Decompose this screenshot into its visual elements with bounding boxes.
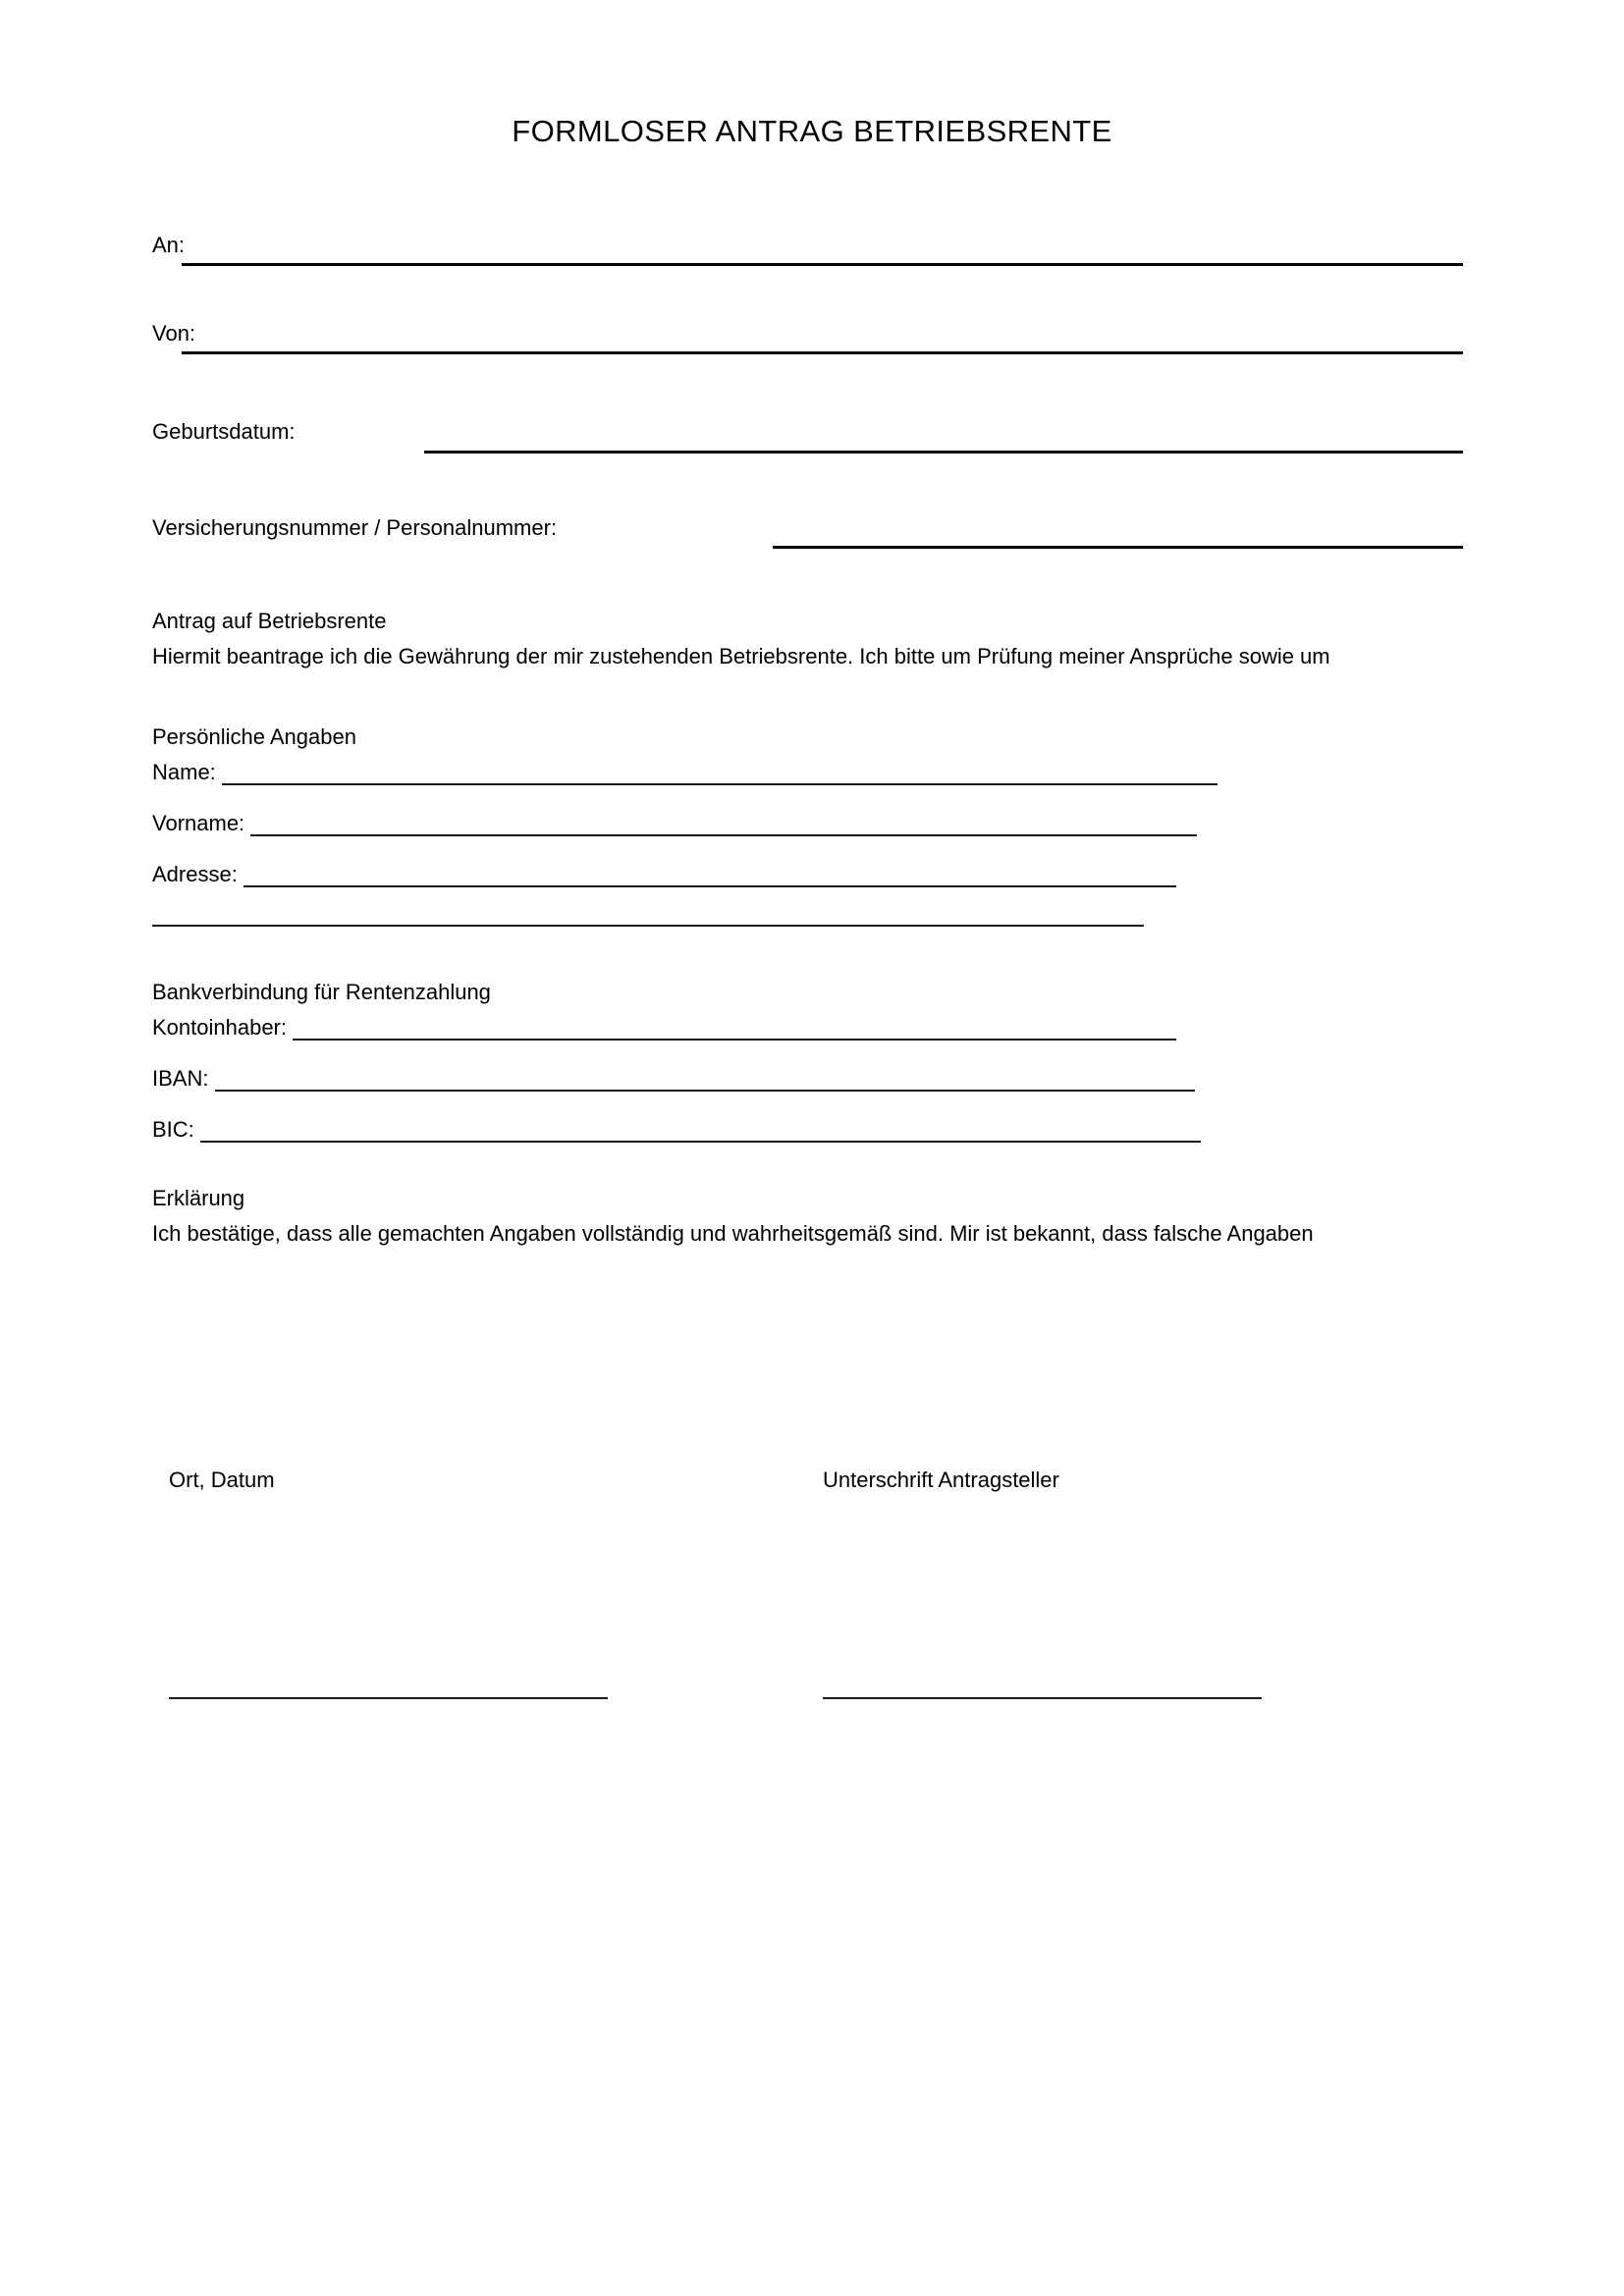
field-geburtsdatum-rule[interactable] — [424, 451, 1463, 454]
field-iban — [152, 1061, 1195, 1096]
field-kontoinhaber — [152, 1010, 1176, 1045]
page-title: FORMLOSER ANTRAG BETRIEBSRENTE — [512, 114, 1112, 148]
field-von — [152, 321, 195, 347]
field-vorname-fill[interactable] — [250, 834, 1197, 836]
place-date-caption: Ort, Datum — [169, 1468, 275, 1492]
field-geburtsdatum — [152, 419, 296, 445]
field-adresse-fill[interactable] — [244, 885, 1176, 887]
field-vorname — [152, 806, 1197, 841]
field-versicherungsnummer-label: Versicherungsnummer / Personalnummer: — [152, 515, 558, 540]
request-section-paragraph: Hiermit beantrage ich die Gewährung der mir zustehenden Betriebsrente. Ich bitte um Prüfung meiner Ansprüche sowie um — [152, 644, 1330, 668]
field-name-label: Name: — [152, 760, 222, 784]
field-name — [152, 755, 1218, 790]
field-name-fill[interactable] — [222, 783, 1218, 785]
field-bic-label: BIC: — [152, 1117, 200, 1142]
field-vorname-label: Vorname: — [152, 811, 251, 835]
field-adresse-label: Adresse: — [152, 862, 244, 886]
field-versicherungsnummer — [152, 515, 557, 541]
personal-section-heading: Persönliche Angaben — [152, 724, 356, 749]
field-an-label: An: — [152, 233, 186, 257]
field-iban-fill[interactable] — [215, 1090, 1195, 1092]
applicant-signature-caption: Unterschrift Antragsteller — [823, 1468, 1059, 1492]
declaration-section-paragraph: Ich bestätige, dass alle gemachten Angaben vollständig und wahrheitsgemäß sind. Mir ist bekannt, dass falsche Angaben — [152, 1221, 1314, 1246]
field-von-rule[interactable] — [182, 351, 1463, 354]
personal-section-heading-wrap — [152, 720, 356, 755]
field-bic — [152, 1112, 1201, 1148]
bank-section-heading-wrap — [152, 975, 491, 1010]
request-section — [152, 604, 1330, 674]
field-an-rule[interactable] — [182, 263, 1463, 266]
field-adresse — [152, 857, 1176, 892]
field-an — [152, 233, 185, 258]
field-kontoinhaber-label: Kontoinhaber: — [152, 1015, 294, 1040]
field-bic-fill[interactable] — [200, 1141, 1201, 1143]
declaration-section — [152, 1181, 1314, 1252]
applicant-signature-line[interactable] — [823, 1697, 1262, 1699]
bank-section-heading: Bankverbindung für Rentenzahlung — [152, 980, 491, 1004]
field-von-label: Von: — [152, 321, 196, 346]
field-kontoinhaber-fill[interactable] — [293, 1039, 1176, 1041]
field-iban-label: IBAN: — [152, 1066, 215, 1091]
field-adresse-continuation-fill[interactable] — [152, 925, 1144, 927]
field-versicherungsnummer-rule[interactable] — [773, 546, 1463, 549]
declaration-section-heading: Erklärung — [152, 1186, 245, 1210]
field-geburtsdatum-label: Geburtsdatum: — [152, 419, 296, 444]
place-date-signature-line[interactable] — [169, 1697, 608, 1699]
request-section-heading: Antrag auf Betriebsrente — [152, 609, 387, 633]
